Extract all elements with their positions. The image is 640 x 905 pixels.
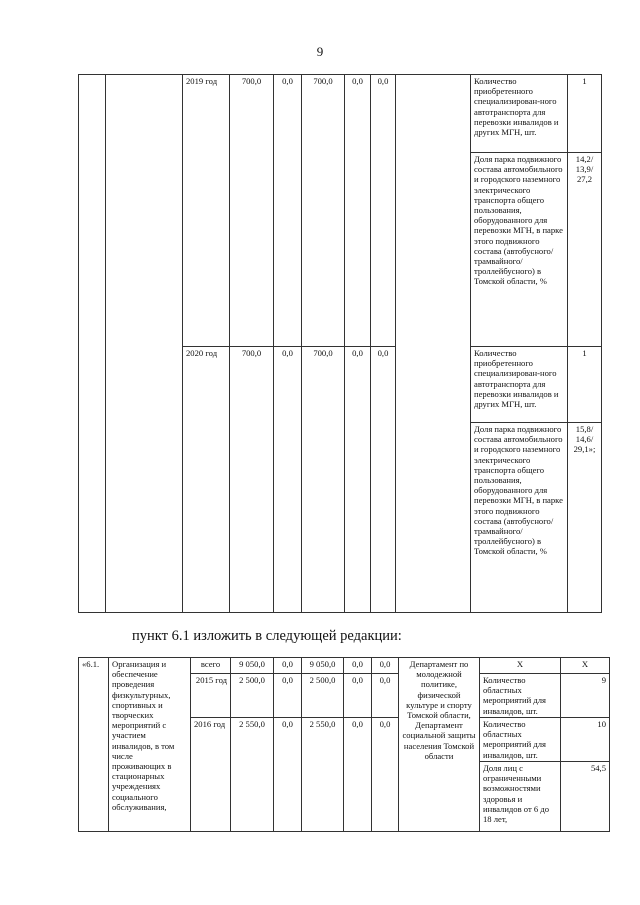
indicator-cell: Доля парка подвижного состава автомобильного и городского наземного электрического транспорта общего пользования, оборудованного для перевозки МГН, в парке этого подвижного состава (автобусного/ трамвайного/ троллейбусного) в Томской области, % — [471, 423, 568, 613]
year-cell: всего — [191, 658, 231, 674]
year-cell: 2015 год — [191, 674, 231, 718]
value-cell: 0,0 — [371, 347, 396, 613]
value-cell: 2 550,0 — [302, 718, 344, 832]
value-cell: 0,0 — [344, 674, 372, 718]
value-cell: 2 500,0 — [231, 674, 274, 718]
value-cell: 0,0 — [274, 75, 302, 347]
value-cell: 0,0 — [345, 347, 371, 613]
indicator-cell: Количество областных мероприятий для инвалидов, шт. — [480, 718, 561, 762]
year-cell: 2019 год — [183, 75, 230, 347]
table-row — [79, 75, 602, 153]
value-cell: 700,0 — [302, 347, 345, 613]
indicator-value: X — [561, 658, 610, 674]
value-cell: 0,0 — [345, 75, 371, 347]
indicator-value: 1 — [568, 75, 602, 153]
value-cell: 9 050,0 — [231, 658, 274, 674]
indicator-cell: Количество приобретенного специализирован-ного автотранспорта для перевозки инвалидов и других МГН, шт. — [471, 347, 568, 423]
value-cell: 0,0 — [372, 718, 399, 832]
value-cell: 0,0 — [372, 658, 399, 674]
item-name: Организация и обеспечение проведения физкультурных, спортивных и творческих мероприятий с участием инвалидов, в том числе проживающих в стационарных учреждениях социального обслуживания, — [109, 658, 191, 832]
executor-cell — [396, 75, 471, 613]
table-cell — [79, 75, 106, 613]
indicator-value: 10 — [561, 718, 610, 762]
table-cell — [106, 75, 183, 613]
indicator-cell: X — [480, 658, 561, 674]
item-number: «6.1. — [79, 658, 109, 832]
program-table-continued — [78, 74, 602, 613]
value-cell: 0,0 — [372, 674, 399, 718]
value-cell: 0,0 — [274, 718, 302, 832]
value-cell: 0,0 — [371, 75, 396, 347]
value-cell: 700,0 — [302, 75, 345, 347]
indicator-value: 14,2/ 13,9/ 27,2 — [568, 153, 602, 347]
table-row — [79, 658, 610, 674]
value-cell: 0,0 — [274, 658, 302, 674]
indicator-value: 54,5 — [561, 762, 610, 832]
amendment-caption: пункт 6.1 изложить в следующей редакции: — [132, 628, 402, 644]
value-cell: 2 550,0 — [231, 718, 274, 832]
value-cell: 0,0 — [344, 658, 372, 674]
value-cell: 2 500,0 — [302, 674, 344, 718]
indicator-cell: Доля парка подвижного состава автомобильного и городского наземного электрического транспорта общего пользования, оборудованного для перевозки МГН, в парке этого подвижного состава (автобусного/ трамвайного/ троллейбусного) в Томской области, % — [471, 153, 568, 347]
page-number: 9 — [316, 44, 324, 59]
indicator-value: 9 — [561, 674, 610, 718]
indicator-cell: Количество областных мероприятий для инвалидов, шт. — [480, 674, 561, 718]
value-cell: 0,0 — [274, 674, 302, 718]
value-cell: 700,0 — [230, 347, 274, 613]
indicator-cell: Доля лиц с ограниченными возможностями здоровья и инвалидов от 6 до 18 лет, — [480, 762, 561, 832]
indicator-cell: Количество приобретенного специализирован-ного автотранспорта для перевозки инвалидов и других МГН, шт. — [471, 75, 568, 153]
value-cell: 0,0 — [274, 347, 302, 613]
value-cell: 9 050,0 — [302, 658, 344, 674]
program-table-item-6-1 — [78, 657, 610, 832]
executor-cell: Департамент по молодежной политике, физической культуре и спорту Томской области, Департамент социальной защиты населения Томской области — [399, 658, 480, 832]
year-cell: 2020 год — [183, 347, 230, 613]
value-cell: 0,0 — [344, 718, 372, 832]
value-cell: 700,0 — [230, 75, 274, 347]
year-cell: 2016 год — [191, 718, 231, 832]
indicator-value: 1 — [568, 347, 602, 423]
indicator-value: 15,8/ 14,6/ 29,1»; — [568, 423, 602, 613]
